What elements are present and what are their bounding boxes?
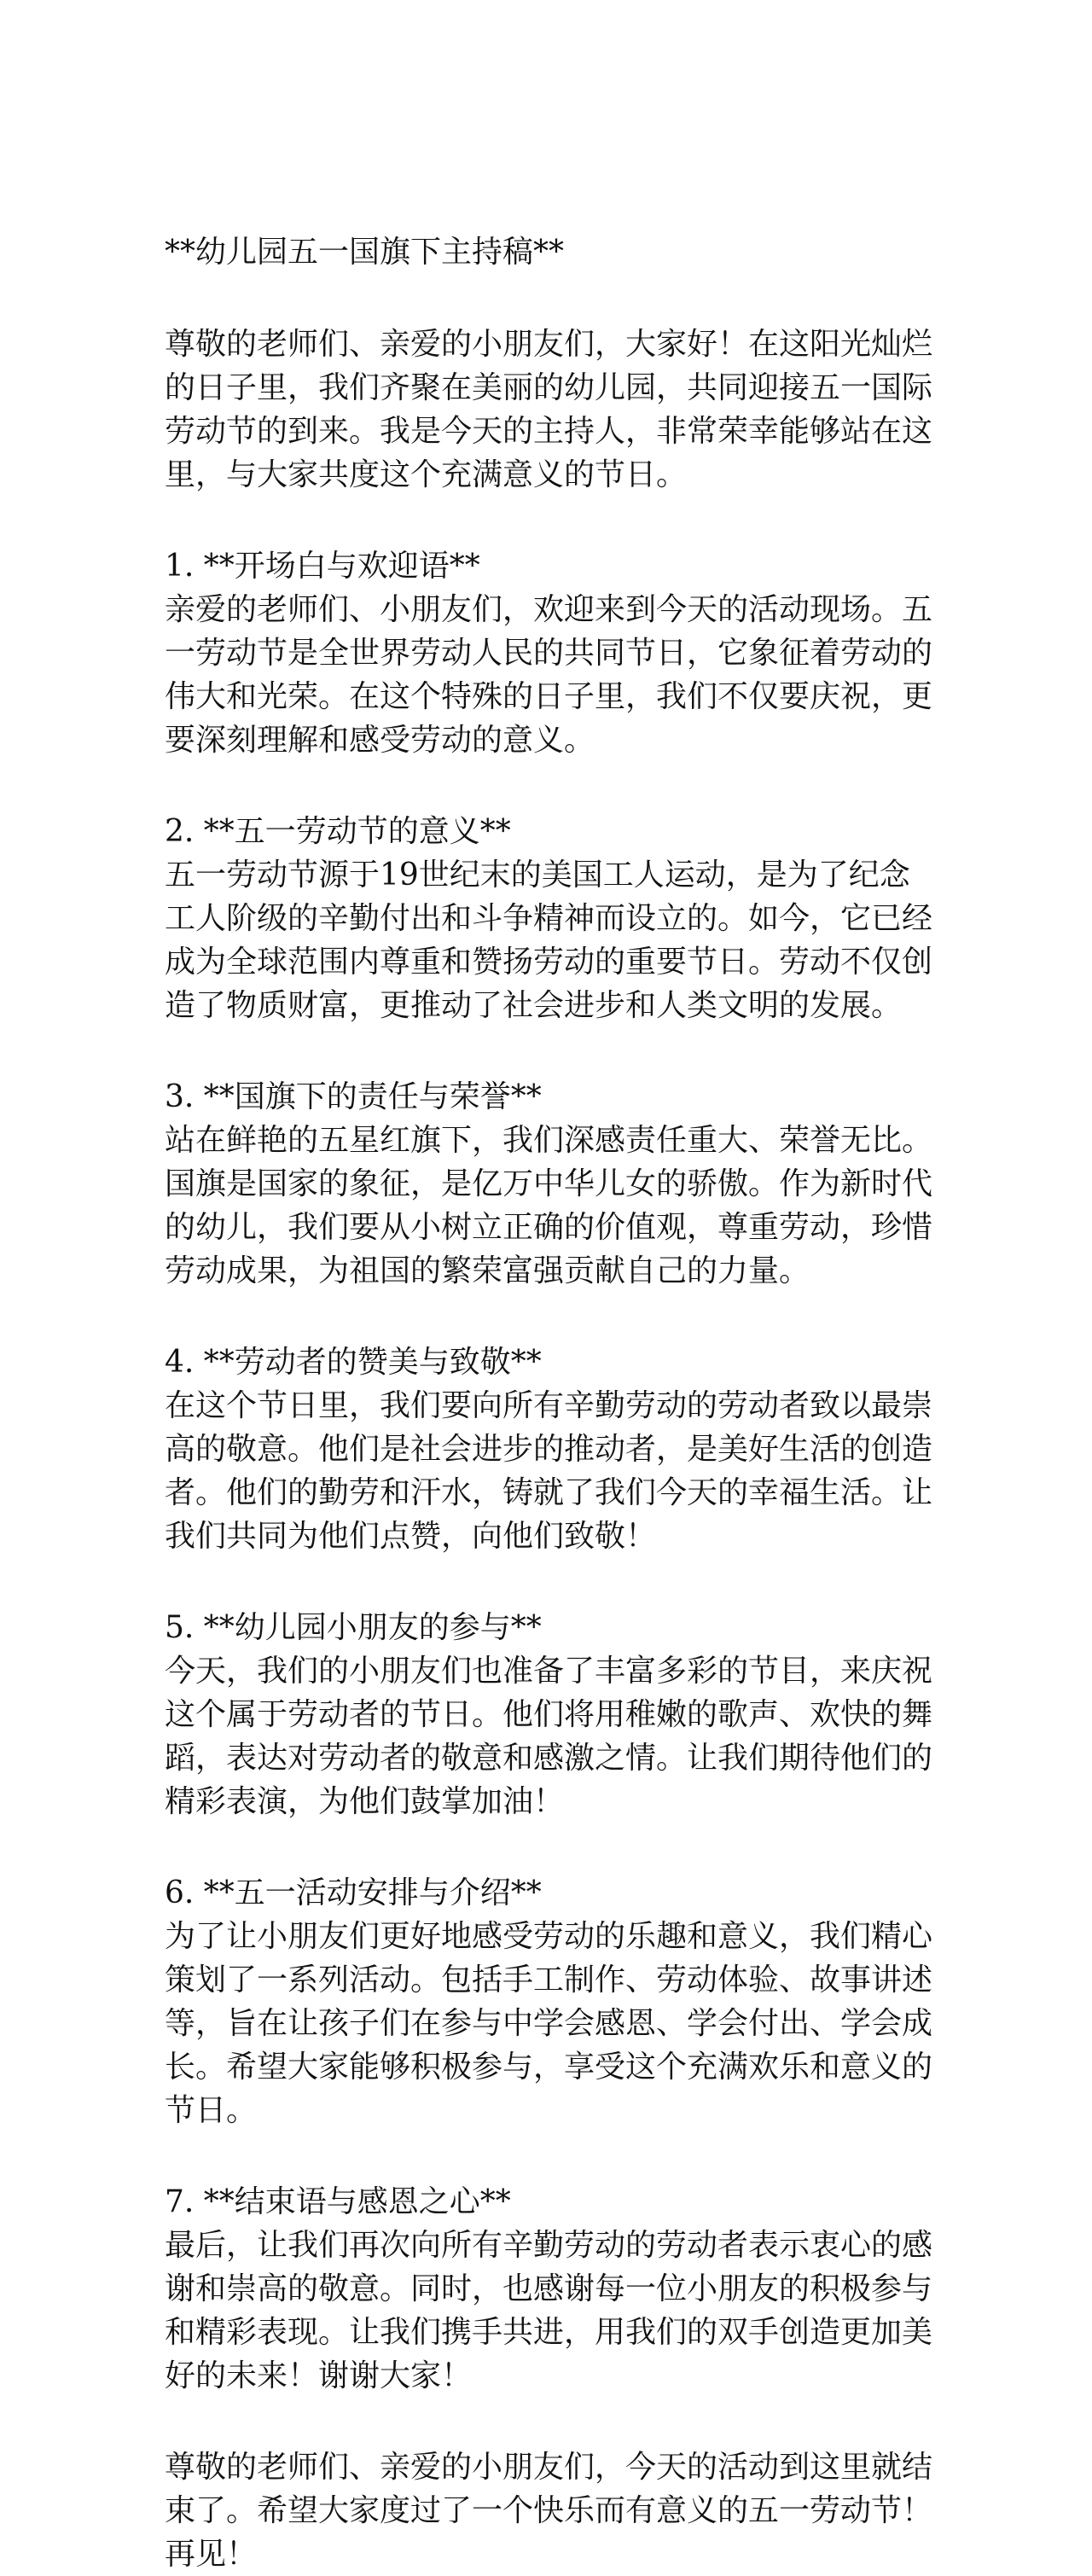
section-body: 亲爱的老师们、小朋友们，欢迎来到今天的活动现场。五一劳动节是全世界劳动人民的共同节日，它象征着劳动的伟大和光荣。在这个特殊的日子里，我们不仅要庆祝，更要深刻理解和感受劳动的意义。 [165,592,933,758]
section-heading: 2. **五一劳动节的意义** [165,814,511,849]
document-page [165,230,932,2576]
section-body: 五一劳动节源于19世纪末的美国工人运动，是为了纪念工人阶级的辛勤付出和斗争精神而设立的。如今，它已经成为全球范围内尊重和赞扬劳动的重要节日。劳动不仅创造了物质财富，更推动了社会进步和人类文明的发展。 [165,858,933,1023]
closing-paragraph: 尊敬的老师们、亲爱的小朋友们，今天的活动到这里就结束了。希望大家度过了一个快乐而有意义的五一劳动节！再见！ [165,2450,933,2572]
section-body: 今天，我们的小朋友们也准备了丰富多彩的节目，来庆祝这个属于劳动者的节日。他们将用稚嫩的歌声、欢快的舞蹈，表达对劳动者的敬意和感激之情。让我们期待他们的精彩表演，为他们鼓掌加油！ [165,1654,933,1819]
section-body: 站在鲜艳的五星红旗下，我们深感责任重大、荣誉无比。国旗是国家的象征，是亿万中华儿女的骄傲。作为新时代的幼儿，我们要从小树立正确的价值观，尊重劳动，珍惜劳动成果，为祖国的繁荣富强贡献自己的力量。 [165,1123,933,1288]
section-heading: 7. **结束语与感恩之心** [165,2184,511,2219]
intro-paragraph: 尊敬的老师们、亲爱的小朋友们，大家好！在这阳光灿烂的日子里，我们齐聚在美丽的幼儿园，共同迎接五一国际劳动节的到来。我是今天的主持人，非常荣幸能够站在这里，与大家共度这个充满意义的节日。 [165,327,933,492]
section-2 [165,810,932,1027]
section-3 [165,1075,932,1293]
section-4 [165,1340,932,1558]
document-title: **幼儿园五一国旗下主持稿** [165,235,565,270]
section-body: 为了让小朋友们更好地感受劳动的乐趣和意义，我们精心策划了一系列活动。包括手工制作、劳动体验、故事讲述等，旨在让孩子们在参与中学会感恩、学会付出、学会成长。希望大家能够积极参与，享受这个充满欢乐和意义的节日。 [165,1919,933,2128]
section-body: 在这个节日里，我们要向所有辛勤劳动的劳动者致以最崇高的敬意。他们是社会进步的推动者，是美好生活的创造者。他们的勤劳和汗水，铸就了我们今天的幸福生活。让我们共同为他们点赞，向他们致敬！ [165,1388,933,1554]
section-heading: 5. **幼儿园小朋友的参与** [165,1610,542,1645]
section-5 [165,1606,932,1823]
section-1 [165,544,932,762]
section-heading: 4. **劳动者的赞美与致敬** [165,1345,542,1380]
section-body: 最后，让我们再次向所有辛勤劳动的劳动者表示衷心的感谢和崇高的敬意。同时，也感谢每一位小朋友的积极参与和精彩表现。让我们携手共进，用我们的双手创造更加美好的未来！谢谢大家！ [165,2228,933,2393]
section-7 [165,2180,932,2398]
section-6 [165,1871,932,2132]
section-heading: 1. **开场白与欢迎语** [165,549,480,584]
section-heading: 6. **五一活动安排与介绍** [165,1875,542,1910]
section-heading: 3. **国旗下的责任与荣誉** [165,1079,542,1114]
